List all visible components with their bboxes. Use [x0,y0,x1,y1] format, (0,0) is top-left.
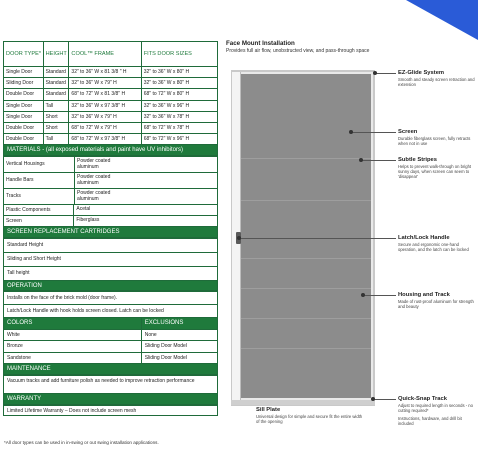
material-value: Powder coated aluminum [77,173,111,186]
maintenance-text: Vacuum tracks and add furniture polish as needed to improve retraction performance [3,375,218,393]
cartridge-item: Tall height [3,266,218,280]
callout-line [362,160,396,161]
material-row [3,188,218,204]
callout-housing-track [398,292,476,309]
material-value: Powder coated aluminum [77,189,111,202]
maintenance-heading: MAINTENANCE [3,363,218,375]
callout-title: Screen [398,129,418,135]
door-type-cell: Single Door [4,67,44,77]
cartridges-heading: SCREEN REPLACEMENT CARTRIDGES [3,226,218,238]
spec-header-row [3,41,218,66]
fits-cell: 68" to 72" W x 78" H [143,124,190,131]
callout-note: Instructions, hardware, and drill bit included [398,416,462,426]
material-value: Acetal [76,205,91,212]
diagram-title: Face Mount Installation [226,40,295,47]
material-row [3,204,218,215]
callout-desc: Secure and ergonomic one-hand operation, and the latch can be locked [398,242,469,252]
sill-plate [231,400,375,405]
table-row [3,122,218,133]
door-type-cell: Double Door [4,123,44,133]
callout-desc: Adjust to required length in seconds - no cutting required* [398,403,473,413]
table-row [3,100,218,111]
door-type-cell: Single Door [4,101,44,111]
warranty-text: Limited Lifetime Warranty – Does not include screen mesh [3,405,218,417]
header-cool-frame: COOL™ FRAME [69,42,141,66]
callout-dot [361,293,365,297]
color-row [3,329,218,341]
callout-title: Subtle Stripes [398,157,437,163]
door-type-cell: Single Door [4,112,44,122]
footnote: *All door types can be used in in-swing or out swing installation applications. [4,440,159,445]
material-row [3,215,218,226]
fits-cell: 68" to 72" W x 80" H [143,91,190,98]
colors-header-row [3,317,218,329]
callout-dot [237,236,241,240]
height-cell: Tall [44,101,70,111]
frame-cell: 68" to 72" W x 81 3/8" H [69,89,141,99]
door-type-cell: Double Door [4,89,44,99]
material-label: Screen [4,216,74,226]
cartridge-item: Sliding and Short Height [3,252,218,266]
callout-line [374,399,396,400]
height-cell: Standard [44,78,70,88]
callout-desc: Smooth and steady screen retraction and extension [398,77,475,87]
height-cell: Short [44,123,70,133]
height-cell: Tall [44,134,70,144]
table-row [3,111,218,122]
callout-dot [373,71,377,75]
fits-cell: 32" to 36" W x 80" H [143,69,190,75]
callout-ez-glide [398,70,476,87]
color-name: Bronze [4,341,142,352]
colors-heading: COLORS [4,318,142,329]
callout-quick-snap [398,396,476,426]
material-label: Vertical Housings [4,157,75,172]
subtle-stripe [241,200,371,201]
corner-accent [406,0,478,40]
frame-cell: 68" to 72" W x 79" H [69,123,141,133]
callout-title: Housing and Track [398,292,450,298]
color-row [3,352,218,364]
fits-cell: 68" to 72" W x 96" H [143,136,190,143]
callout-screen [398,129,476,146]
screen-mesh [241,74,371,398]
color-exclusion: Sliding Door Model [144,354,187,361]
callout-line [364,295,396,296]
callout-latch-lock [398,235,476,252]
table-row [3,133,218,144]
material-row [3,172,218,188]
fits-cell: 32" to 36" W x 78" H [143,113,190,120]
color-row [3,340,218,352]
operation-heading: OPERATION [3,280,218,292]
material-label: Plastic Components [4,205,74,215]
callout-title: Quick-Snap Track [398,396,447,402]
header-height: HEIGHT [44,42,70,66]
table-row [3,88,218,99]
material-label: Handle Bars [4,173,75,188]
height-cell: Standard [44,67,70,77]
material-row [3,156,218,172]
header-door-type: DOOR TYPE* [4,42,44,66]
callout-desc: Made of rust-proof aluminum for strength and beauty [398,299,474,309]
door-type-cell: Double Door [4,134,44,144]
callout-desc: Universal design for simple and secure fit the entire width of the opening [256,414,363,424]
color-exclusion: None [144,331,157,338]
frame-cell: 32" to 36" W x 79" H [69,78,141,88]
callout-desc: Helps to prevent walk-through on bright sunny days, when screen can seem to 'disappear' [398,164,472,179]
callout-title: EZ-Glide System [398,70,445,76]
spec-table [3,41,218,416]
table-row [3,77,218,88]
door-type-cell: Sliding Door [4,78,44,88]
warranty-heading: WARRANTY [3,393,218,405]
callout-line [376,73,396,74]
callout-dot [371,397,375,401]
height-cell: Standard [44,89,70,99]
frame-cell: 32" to 36" W x 97 3/8" H [69,101,141,111]
callout-title: Sill Plate [256,407,281,413]
callout-title: Latch/Lock Handle [398,235,450,241]
header-fits-door-sizes: FITS DOOR SIZES [143,50,192,57]
fits-cell: 32" to 36" W x 96" H [143,102,190,109]
fits-cell: 32" to 36" W x 80" H [143,80,190,87]
frame-cell: 68" to 72" W x 97 3/8" H [69,134,141,144]
height-cell: Short [44,112,70,122]
subtle-stripe [241,348,371,349]
material-label: Tracks [4,189,75,204]
callout-dot [359,158,363,162]
subtle-stripe [241,288,371,289]
subtle-stripe [241,318,371,319]
material-value: Powder coated aluminum [77,157,111,170]
color-name: White [4,330,142,341]
frame-cell: 32" to 36" W x 81 3/8 " H [69,67,141,77]
subtle-stripe [241,258,371,259]
color-exclusion: Sliding Door Model [144,343,187,350]
diagram-subtitle: Provides full air flow, unobstructed view, and pass-through space [226,48,370,54]
cartridge-item: Standard Height [3,238,218,252]
callout-line [352,132,396,133]
table-row [3,66,218,77]
callout-desc: Durable fiberglass screen, fully retracts when not in use [398,136,471,146]
callout-subtle-stripes [398,157,476,179]
operation-item: Installs on the face of the brick mold (door frame). [3,291,218,304]
operation-item: Latch/Lock Handle with hook holds screen closed. Latch can be locked [3,304,218,317]
materials-heading: MATERIALS - (all exposed materials and paint have UV inhibitors) [3,144,218,156]
color-name: Sandstone [4,353,142,364]
material-value: Fiberglass [76,216,100,223]
callout-dot [349,130,353,134]
subtle-stripe [241,158,371,159]
exclusions-heading: EXCLUSIONS [142,318,217,329]
callout-sill-plate [256,407,366,424]
callout-line [240,238,396,239]
frame-cell: 32" to 36" W x 79" H [69,112,141,122]
